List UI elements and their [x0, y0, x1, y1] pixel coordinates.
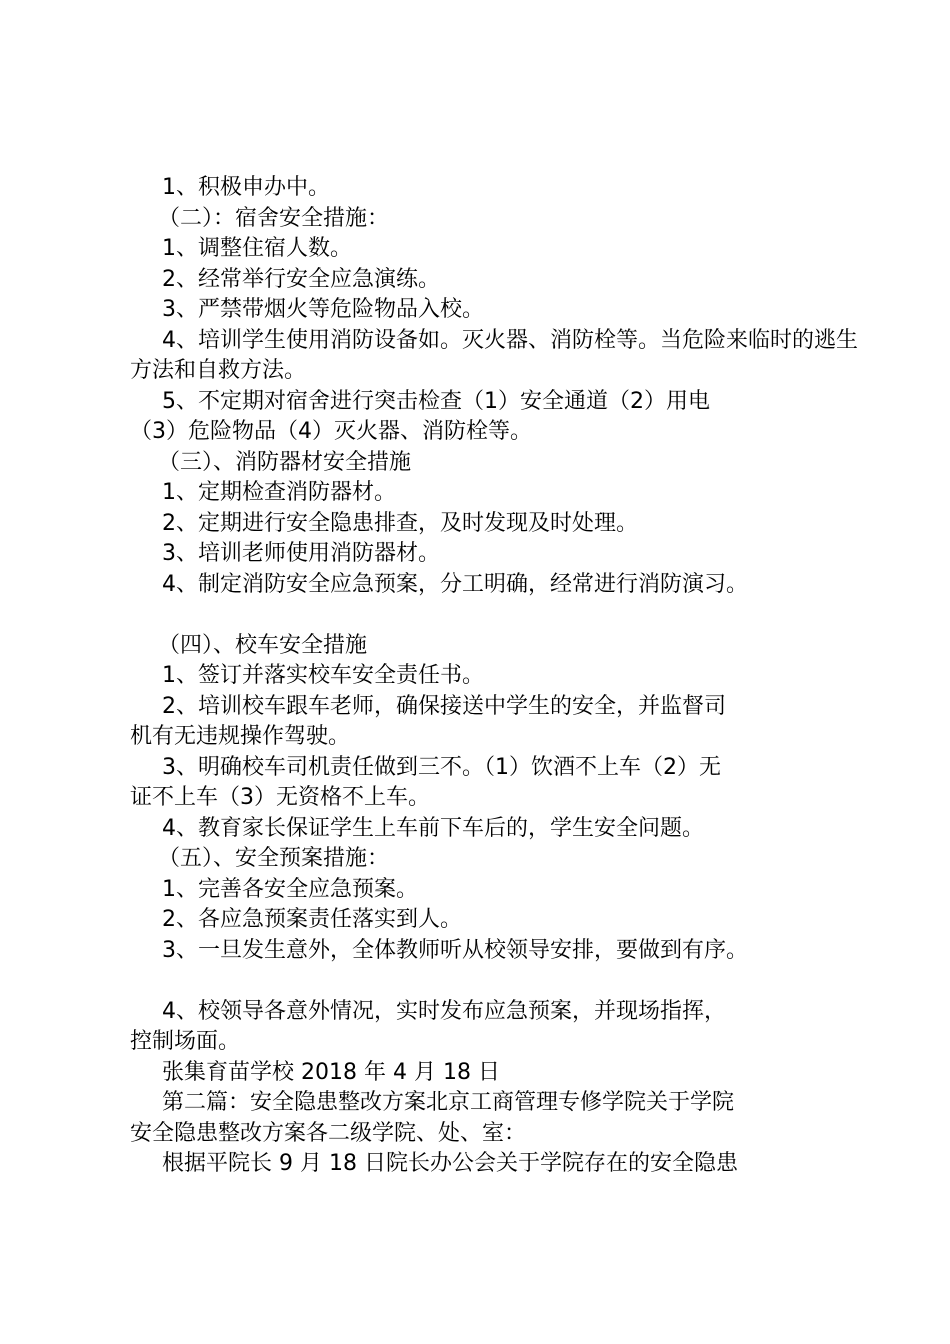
- signature-date: 张集育苗学校 2018 年 4 月 18 日: [162, 1060, 500, 1085]
- text-line: 2、各应急预案责任落实到人。: [162, 907, 462, 932]
- text-line: 2、培训校车跟车老师，确保接送中学生的安全，并监督司: [162, 694, 726, 719]
- text-line: 1、完善各安全应急预案。: [162, 877, 418, 902]
- text-line: 3、培训老师使用消防器材。: [162, 541, 440, 566]
- text-line: 4、培训学生使用消防设备如。灭火器、消防栓等。当危险来临时的逃生: [162, 328, 858, 353]
- text-line: 第二篇：安全隐患整改方案北京工商管理专修学院关于学院: [162, 1090, 735, 1115]
- section-heading: （四）、校车安全措施: [158, 633, 368, 658]
- section-heading: （二）：宿舍安全措施：: [158, 206, 390, 231]
- text-line: 1、积极申办中。: [162, 175, 330, 200]
- text-line: 安全隐患整改方案各二级学院、处、室：: [130, 1121, 527, 1146]
- text-line: （3）危险物品（4）灭火器、消防栓等。: [130, 419, 532, 444]
- text-line: 2、经常举行安全应急演练。: [162, 267, 440, 292]
- text-line: 3、一旦发生意外，全体教师听从校领导安排，要做到有序。: [162, 938, 748, 963]
- text-line: 4、教育家长保证学生上车前下车后的，学生安全问题。: [162, 816, 704, 841]
- text-line: 4、校领导各意外情况，实时发布应急预案，并现场指挥，: [162, 999, 726, 1024]
- text-line: 2、定期进行安全隐患排查，及时发现及时处理。: [162, 511, 638, 536]
- section-heading: （五）、安全预案措施：: [158, 846, 390, 871]
- text-line: 机有无违规操作驾驶。: [130, 724, 351, 749]
- text-line: 1、调整住宿人数。: [162, 236, 352, 261]
- text-line: 控制场面。: [130, 1029, 241, 1054]
- text-line: 根据平院长 9 月 18 日院长办公会关于学院存在的安全隐患: [162, 1151, 738, 1176]
- section-heading: （三）、消防器材安全措施: [158, 450, 412, 475]
- text-line: 方法和自救方法。: [130, 358, 307, 383]
- text-line: 1、签订并落实校车安全责任书。: [162, 663, 484, 688]
- text-line: 4、制定消防安全应急预案，分工明确，经常进行消防演习。: [162, 572, 748, 597]
- text-line: 1、定期检查消防器材。: [162, 480, 396, 505]
- text-line: 3、严禁带烟火等危险物品入校。: [162, 297, 484, 322]
- text-line: 3、明确校车司机责任做到三不。（1）饮酒不上车（2）无: [162, 755, 721, 780]
- text-line: 证不上车（3）无资格不上车。: [130, 785, 430, 810]
- text-line: 5、不定期对宿舍进行突击检查（1）安全通道（2）用电: [162, 389, 710, 414]
